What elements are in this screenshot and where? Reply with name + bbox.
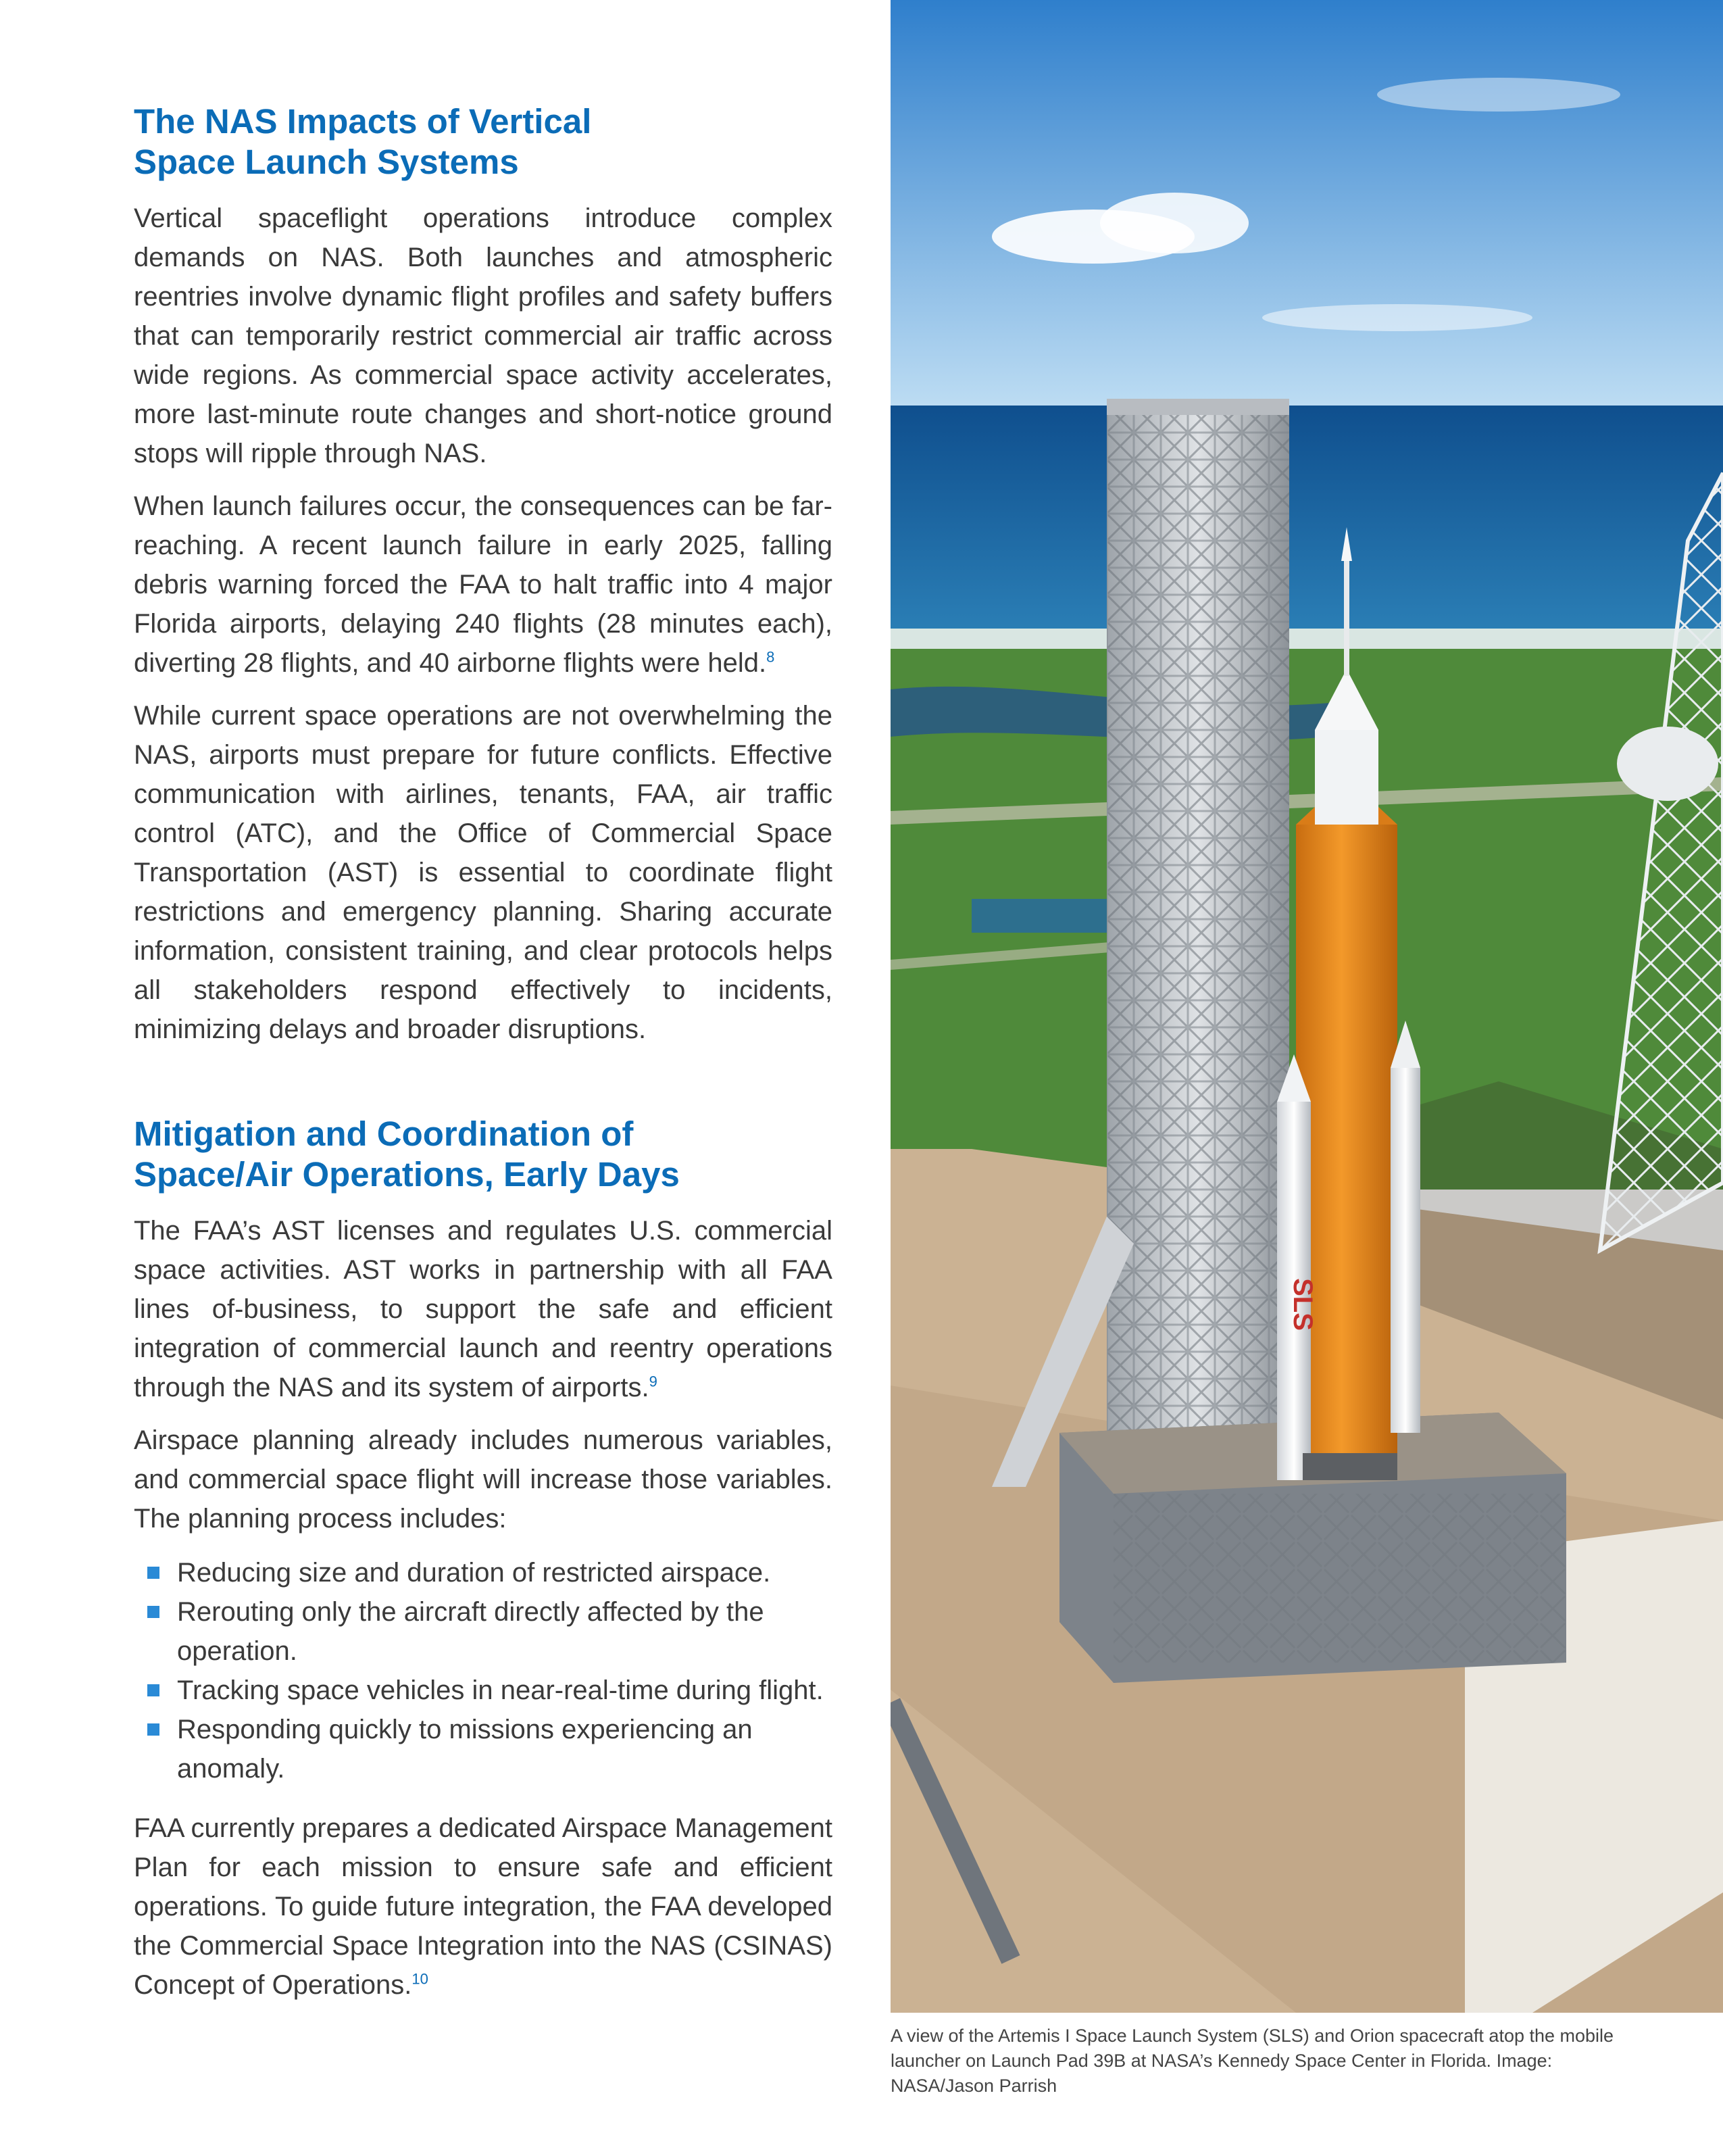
square-bullet-icon: [147, 1684, 159, 1696]
paragraph: Vertical spaceflight operations introduce complex demands on NAS. Both launches and atmospheric reentries involve dynamic flight profiles and safety buffers that can temporarily restrict commercial air traffic across wide regions. As commercial space activity accelerates, more last-minute route changes and short-notice ground stops will ripple through NAS.: [134, 203, 832, 468]
paragraph: The FAA’s AST licenses and regulates U.S. commercial space activities. AST works in partnership with all FAA lines of-business, to support the safe and efficient integration of commercial launch and reentry operations through the NAS and its system of airports.$^9$: [134, 1216, 832, 1402]
list-item: Rerouting only the aircraft directly affected by the operation.: [134, 1592, 832, 1671]
section-heading-mitigation: Mitigation and Coordination of Space/Air Operations, Early Days: [134, 1114, 680, 1194]
footnote-ref[interactable]: 10: [411, 1970, 428, 1988]
square-bullet-icon: [147, 1723, 159, 1736]
paragraph: FAA currently prepares a dedicated Airspace Management Plan for each mission to ensure safe and efficient operations. To guide future integration, the FAA developed the Commercial Space Integration into the NAS (CSINAS) Concept of Operations.$^{10}$: [134, 1813, 832, 2000]
sky: [891, 0, 1723, 406]
paragraph: When launch failures occur, the consequences can be far-reaching. A recent launch failure in early 2025, falling debris warning forced the FAA to halt traffic into 4 major Florida airports, delaying 240 flights (28 minutes each), diverting 28 flights, and 40 airborne flights were held.$^8$: [134, 491, 832, 678]
square-bullet-icon: [147, 1567, 159, 1579]
article-column: [134, 101, 832, 2005]
solid-rocket-booster: [1391, 1068, 1420, 1433]
launch-pad-photo: [891, 0, 1723, 2013]
orion-spacecraft: [1315, 730, 1378, 825]
ocean: [891, 406, 1723, 635]
footnote-ref[interactable]: 8: [766, 648, 775, 666]
list-item: Reducing size and duration of restricted airspace.: [134, 1553, 832, 1592]
paragraph: While current space operations are not overwhelming the NAS, airports must prepare for future conflicts. Effective communication with airlines, tenants, FAA, air traffic control (ATC), and the Office of Commercial Space Transportation (AST) is essential to coordinate flight restrictions and emergency planning. Sharing accurate information, consistent training, and clear protocols helps all stakeholders respond effectively to incidents, minimizing delays and broader disruptions.: [134, 701, 832, 1044]
photo-caption: A view of the Artemis I Space Launch System (SLS) and Orion spacecraft atop the mobile launcher on Launch Pad 39B at NASA’s Kennedy Space Center in Florida. Image: NASA/Jason Parrish: [891, 2026, 1614, 2096]
footnote-ref[interactable]: 9: [649, 1373, 657, 1390]
rocket-illustration: [891, 0, 1723, 2013]
paragraph: Airspace planning already includes numerous variables, and commercial space flight will increase those variables. The planning process includes:: [134, 1425, 832, 1534]
list-item: Tracking space vehicles in near-real-time during flight.: [134, 1671, 832, 1710]
core-stage: [1296, 825, 1397, 1453]
section-heading-vertical-launch: The NAS Impacts of Vertical Space Launch Systems: [134, 102, 592, 181]
booster-label: SLS: [1288, 1278, 1318, 1331]
planning-list: [134, 1553, 832, 1788]
square-bullet-icon: [147, 1606, 159, 1618]
list-item: Responding quickly to missions experiencing an anomaly.: [134, 1710, 832, 1788]
